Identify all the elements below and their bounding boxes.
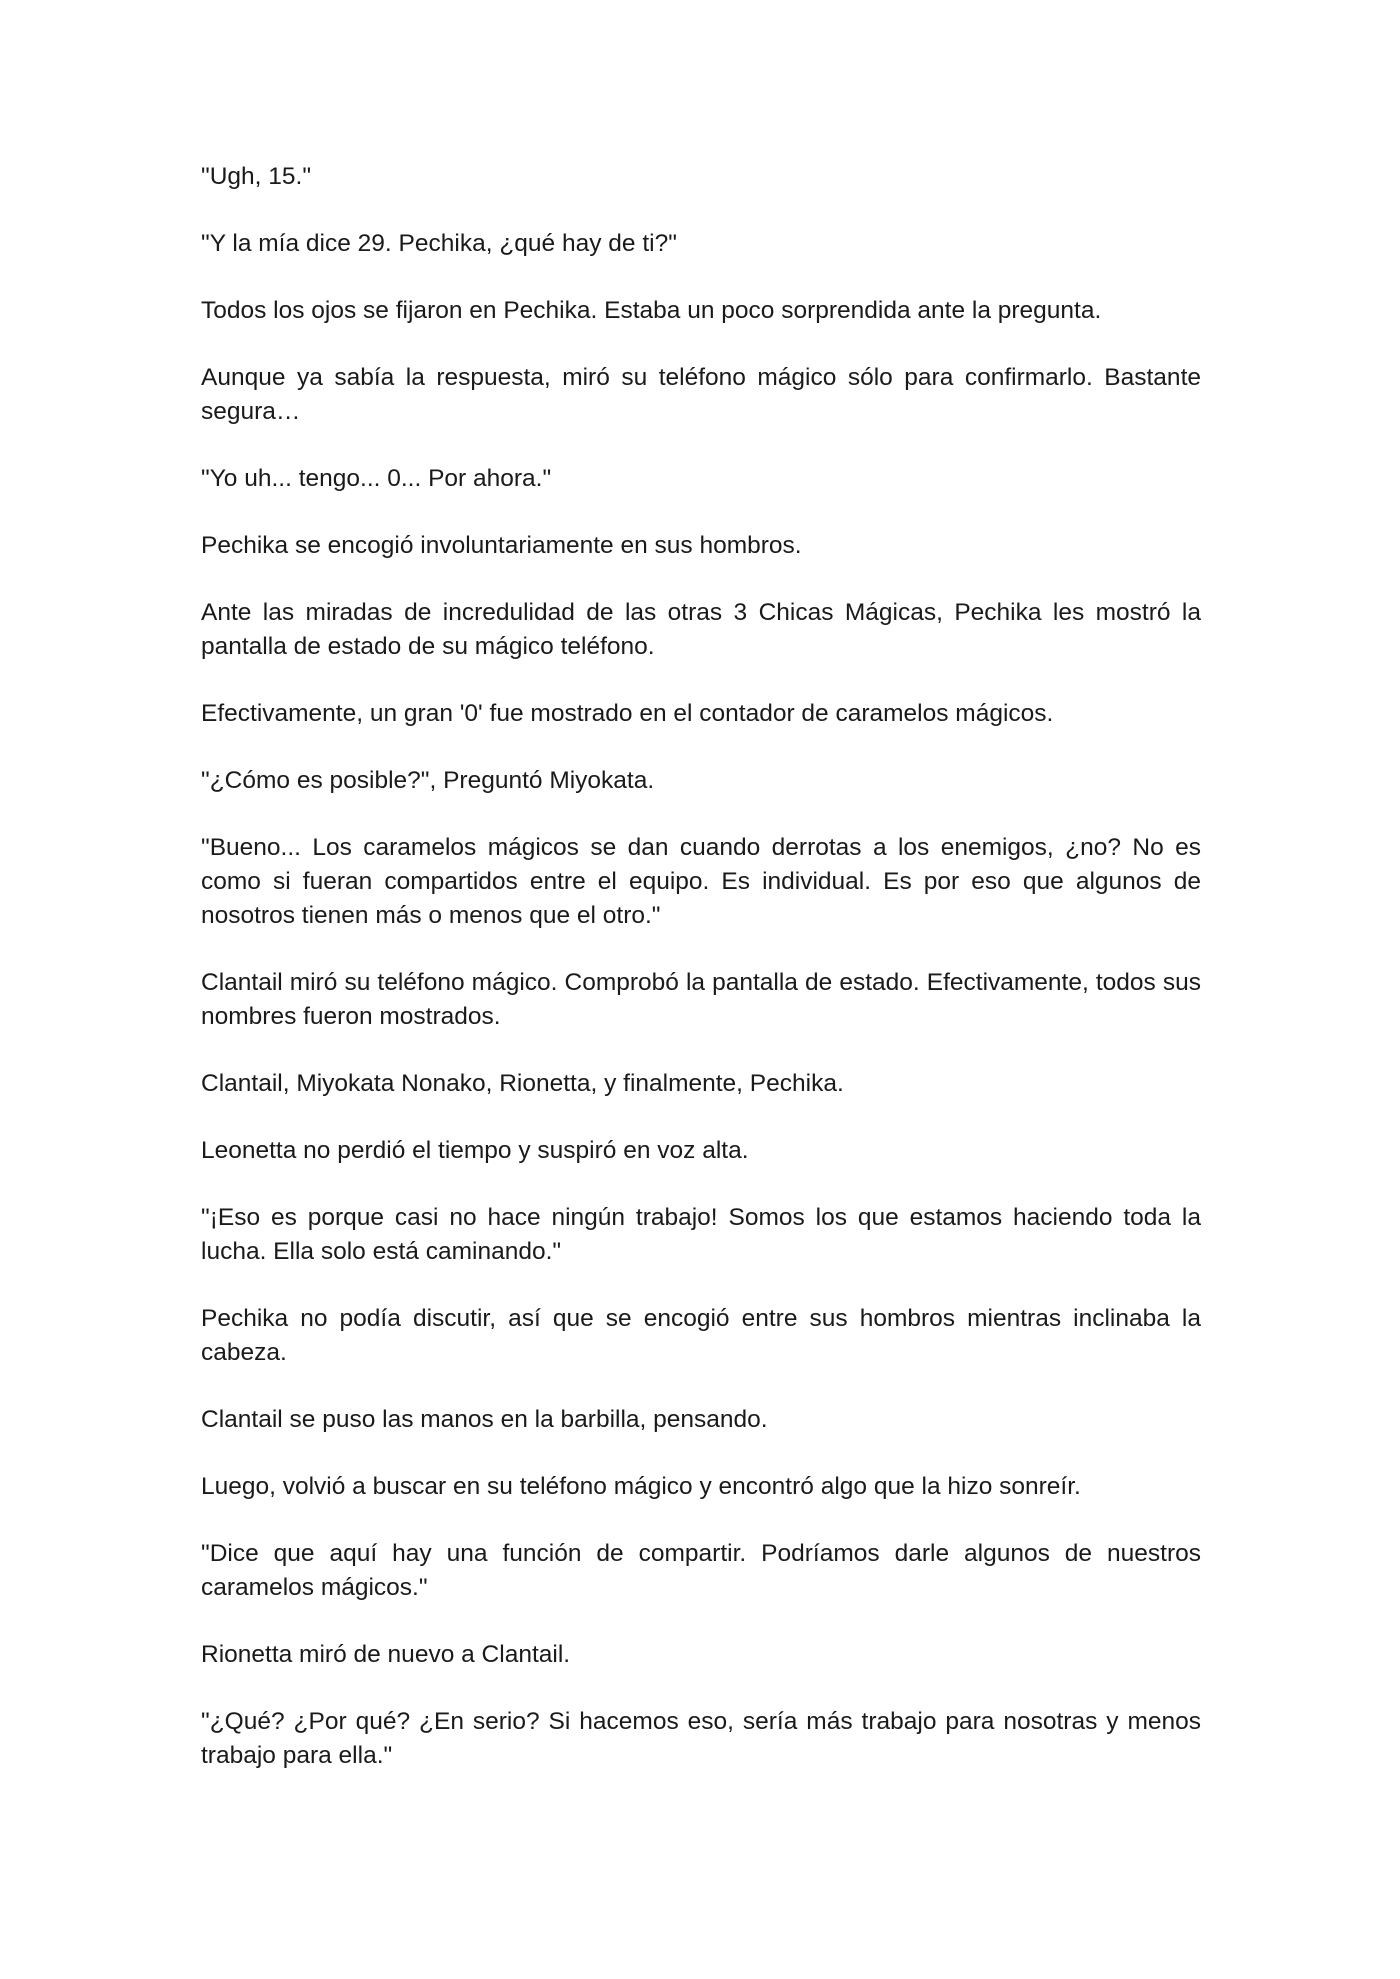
paragraph: Ante las miradas de incredulidad de las otras 3 Chicas Mágicas, Pechika les mostró la pantalla de estado de su mágico teléfono. (201, 599, 1201, 660)
paragraph: "¿Qué? ¿Por qué? ¿En serio? Si hacemos eso, sería más trabajo para nosotras y menos trabajo para ella." (201, 1708, 1201, 1769)
paragraph: "Dice que aquí hay una función de compartir. Podríamos darle algunos de nuestros caramelos mágicos." (201, 1540, 1201, 1601)
paragraph: "Ugh, 15." (201, 163, 312, 190)
paragraph: Efectivamente, un gran '0' fue mostrado en el contador de caramelos mágicos. (201, 700, 1054, 727)
text-body (201, 160, 1201, 1806)
paragraph: "¿Cómo es posible?", Preguntó Miyokata. (201, 767, 655, 794)
paragraph: "Y la mía dice 29. Pechika, ¿qué hay de ti?" (201, 230, 677, 257)
paragraph: Leonetta no perdió el tiempo y suspiró en voz alta. (201, 1137, 749, 1164)
paragraph: Clantail, Miyokata Nonako, Rionetta, y finalmente, Pechika. (201, 1070, 844, 1097)
paragraph: "Yo uh... tengo... 0... Por ahora." (201, 465, 552, 492)
paragraph: "Bueno... Los caramelos mágicos se dan cuando derrotas a los enemigos, ¿no? No es como si fueran compartidos entre el equipo. Es individual. Es por eso que algunos de nosotros tienen más o menos que el otro." (201, 834, 1201, 929)
paragraph: Aunque ya sabía la respuesta, miró su teléfono mágico sólo para confirmarlo. Bastante segura… (201, 364, 1201, 425)
paragraph: Todos los ojos se fijaron en Pechika. Estaba un poco sorprendida ante la pregunta. (201, 297, 1102, 324)
paragraph: Pechika no podía discutir, así que se encogió entre sus hombros mientras inclinaba la cabeza. (201, 1305, 1201, 1366)
paragraph: Luego, volvió a buscar en su teléfono mágico y encontró algo que la hizo sonreír. (201, 1473, 1081, 1500)
paragraph: Clantail se puso las manos en la barbilla, pensando. (201, 1406, 768, 1433)
paragraph: Pechika se encogió involuntariamente en sus hombros. (201, 532, 802, 559)
paragraph: "¡Eso es porque casi no hace ningún trabajo! Somos los que estamos haciendo toda la lucha. Ella solo está caminando." (201, 1204, 1201, 1265)
paragraph: Clantail miró su teléfono mágico. Comprobó la pantalla de estado. Efectivamente, todos sus nombres fueron mostrados. (201, 969, 1201, 1030)
paragraph: Rionetta miró de nuevo a Clantail. (201, 1641, 571, 1668)
